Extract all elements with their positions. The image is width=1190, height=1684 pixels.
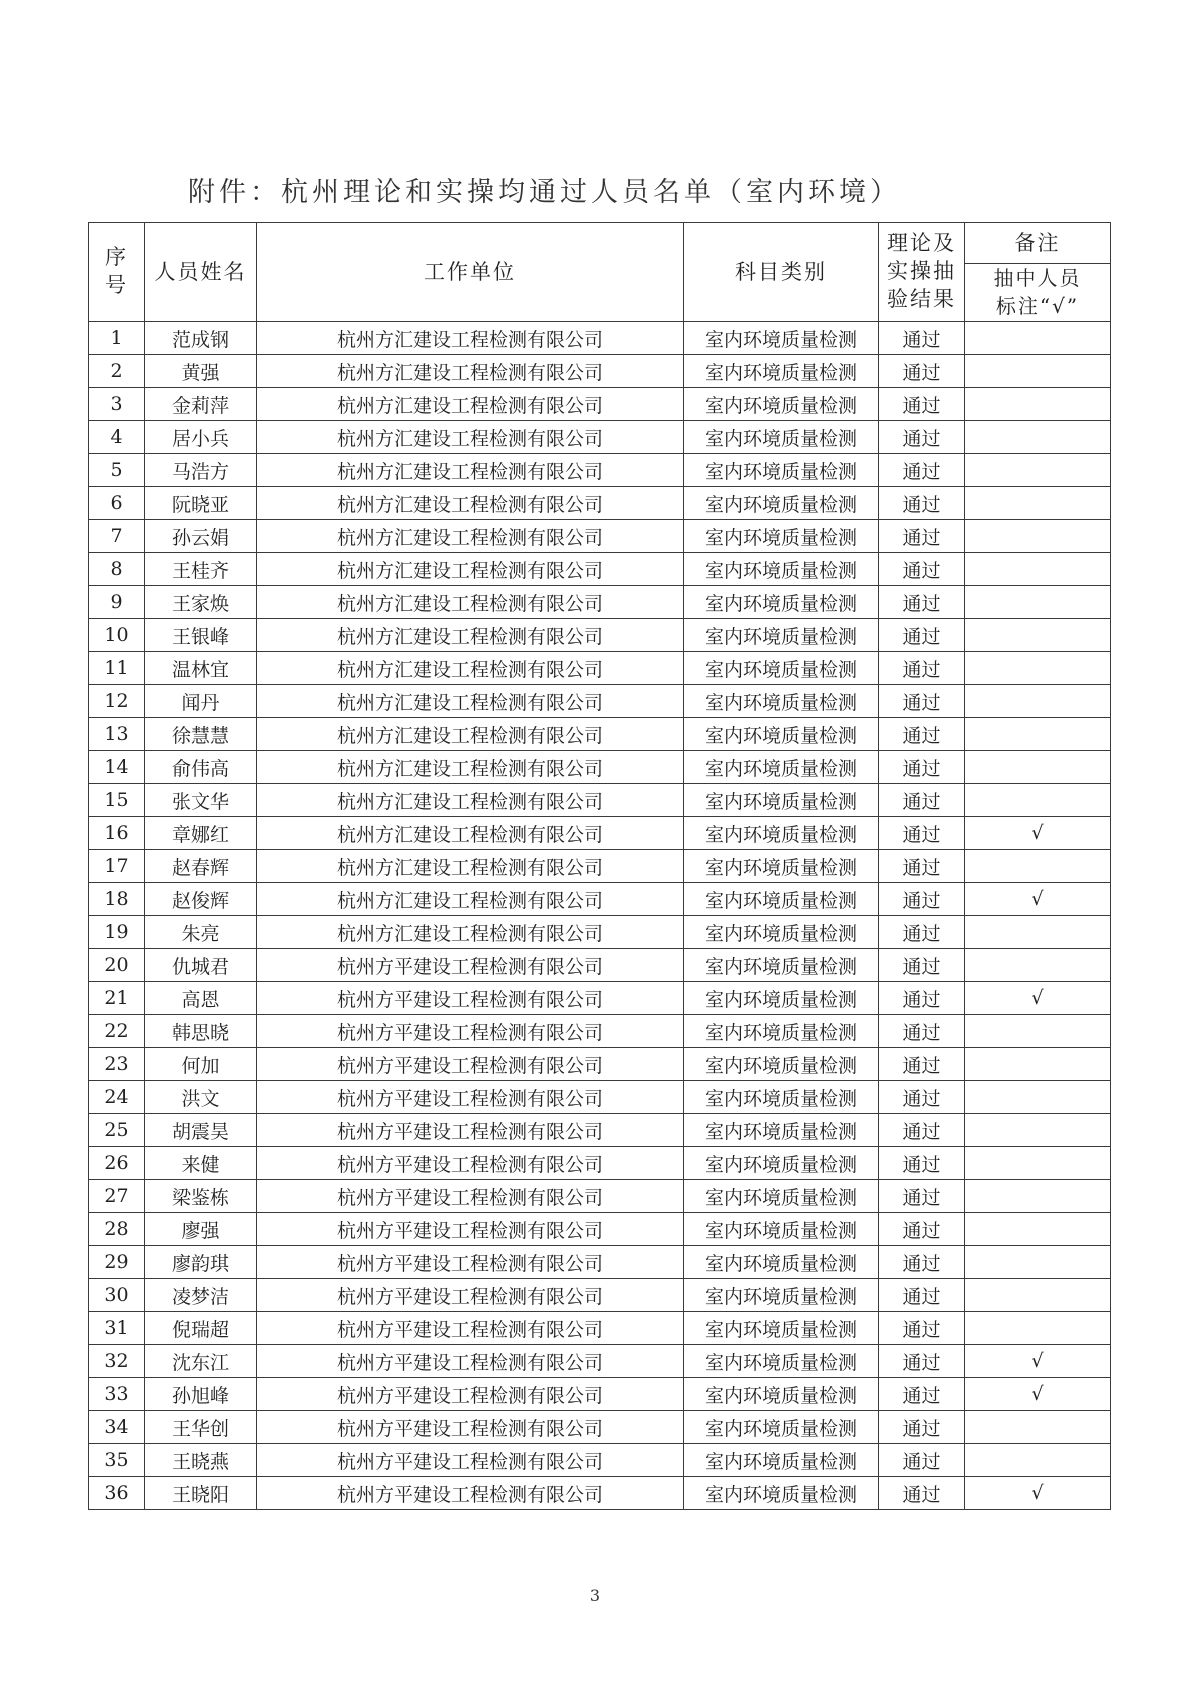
category-cell: 室内环境质量检测 <box>684 652 879 685</box>
category-cell: 室内环境质量检测 <box>684 1048 879 1081</box>
seq-cell: 18 <box>89 883 145 916</box>
header-remark-sub: 抽中人员标注“√” <box>965 264 1111 322</box>
table-row <box>89 454 1111 487</box>
mark-cell <box>965 553 1111 586</box>
unit-cell: 杭州方平建设工程检测有限公司 <box>257 1213 684 1246</box>
name-cell: 胡震昊 <box>145 1114 257 1147</box>
mark-cell <box>965 1015 1111 1048</box>
name-cell: 王桂齐 <box>145 553 257 586</box>
seq-cell: 1 <box>89 322 145 355</box>
category-cell: 室内环境质量检测 <box>684 421 879 454</box>
table-row <box>89 1477 1111 1510</box>
name-cell: 马浩方 <box>145 454 257 487</box>
seq-cell: 26 <box>89 1147 145 1180</box>
name-cell: 俞伟高 <box>145 751 257 784</box>
name-cell: 王银峰 <box>145 619 257 652</box>
category-cell: 室内环境质量检测 <box>684 388 879 421</box>
mark-cell <box>965 949 1111 982</box>
header-unit: 工作单位 <box>257 223 684 322</box>
result-cell: 通过 <box>879 421 965 454</box>
unit-cell: 杭州方汇建设工程检测有限公司 <box>257 355 684 388</box>
seq-cell: 23 <box>89 1048 145 1081</box>
mark-cell <box>965 355 1111 388</box>
name-cell: 王晓阳 <box>145 1477 257 1510</box>
seq-cell: 11 <box>89 652 145 685</box>
name-cell: 韩思晓 <box>145 1015 257 1048</box>
mark-cell <box>965 784 1111 817</box>
seq-cell: 5 <box>89 454 145 487</box>
seq-cell: 33 <box>89 1378 145 1411</box>
seq-cell: 6 <box>89 487 145 520</box>
unit-cell: 杭州方平建设工程检测有限公司 <box>257 982 684 1015</box>
result-cell: 通过 <box>879 1345 965 1378</box>
seq-cell: 7 <box>89 520 145 553</box>
mark-cell <box>965 1411 1111 1444</box>
result-cell: 通过 <box>879 685 965 718</box>
mark-cell <box>965 1048 1111 1081</box>
table-row <box>89 586 1111 619</box>
unit-cell: 杭州方平建设工程检测有限公司 <box>257 1477 684 1510</box>
table-row <box>89 1279 1111 1312</box>
name-cell: 赵俊辉 <box>145 883 257 916</box>
category-cell: 室内环境质量检测 <box>684 883 879 916</box>
category-cell: 室内环境质量检测 <box>684 520 879 553</box>
unit-cell: 杭州方平建设工程检测有限公司 <box>257 1345 684 1378</box>
unit-cell: 杭州方平建设工程检测有限公司 <box>257 1246 684 1279</box>
table-row <box>89 949 1111 982</box>
unit-cell: 杭州方汇建设工程检测有限公司 <box>257 520 684 553</box>
table-row <box>89 1411 1111 1444</box>
unit-cell: 杭州方汇建设工程检测有限公司 <box>257 487 684 520</box>
category-cell: 室内环境质量检测 <box>684 850 879 883</box>
name-cell: 居小兵 <box>145 421 257 454</box>
result-cell: 通过 <box>879 1081 965 1114</box>
unit-cell: 杭州方汇建设工程检测有限公司 <box>257 817 684 850</box>
category-cell: 室内环境质量检测 <box>684 1081 879 1114</box>
result-cell: 通过 <box>879 388 965 421</box>
name-cell: 闻丹 <box>145 685 257 718</box>
name-cell: 孙云娟 <box>145 520 257 553</box>
name-cell: 沈东江 <box>145 1345 257 1378</box>
seq-cell: 12 <box>89 685 145 718</box>
seq-cell: 19 <box>89 916 145 949</box>
mark-cell <box>965 751 1111 784</box>
table-row <box>89 751 1111 784</box>
table-body <box>89 322 1111 1510</box>
result-cell: 通过 <box>879 817 965 850</box>
table-row <box>89 982 1111 1015</box>
result-cell: 通过 <box>879 1147 965 1180</box>
category-cell: 室内环境质量检测 <box>684 1411 879 1444</box>
result-cell: 通过 <box>879 355 965 388</box>
table-row <box>89 784 1111 817</box>
header-result: 理论及实操抽验结果 <box>879 223 965 322</box>
unit-cell: 杭州方汇建设工程检测有限公司 <box>257 850 684 883</box>
result-cell: 通过 <box>879 718 965 751</box>
seq-cell: 31 <box>89 1312 145 1345</box>
name-cell: 倪瑞超 <box>145 1312 257 1345</box>
category-cell: 室内环境质量检测 <box>684 619 879 652</box>
name-cell: 廖韵琪 <box>145 1246 257 1279</box>
result-cell: 通过 <box>879 652 965 685</box>
name-cell: 王家焕 <box>145 586 257 619</box>
mark-cell <box>965 685 1111 718</box>
mark-cell <box>965 1180 1111 1213</box>
table-row <box>89 1246 1111 1279</box>
seq-cell: 15 <box>89 784 145 817</box>
table-row <box>89 1180 1111 1213</box>
unit-cell: 杭州方汇建设工程检测有限公司 <box>257 454 684 487</box>
mark-cell <box>965 1444 1111 1477</box>
mark-cell <box>965 1312 1111 1345</box>
table-row <box>89 1114 1111 1147</box>
result-cell: 通过 <box>879 619 965 652</box>
table-row <box>89 916 1111 949</box>
table-row <box>89 1378 1111 1411</box>
name-cell: 仇城君 <box>145 949 257 982</box>
roster-table <box>88 222 1111 1510</box>
result-cell: 通过 <box>879 1378 965 1411</box>
name-cell: 来健 <box>145 1147 257 1180</box>
category-cell: 室内环境质量检测 <box>684 718 879 751</box>
seq-cell: 20 <box>89 949 145 982</box>
unit-cell: 杭州方平建设工程检测有限公司 <box>257 1411 684 1444</box>
name-cell: 洪文 <box>145 1081 257 1114</box>
mark-cell <box>965 619 1111 652</box>
name-cell: 何加 <box>145 1048 257 1081</box>
category-cell: 室内环境质量检测 <box>684 916 879 949</box>
result-cell: 通过 <box>879 850 965 883</box>
table-row <box>89 850 1111 883</box>
mark-cell: √ <box>965 1378 1111 1411</box>
unit-cell: 杭州方平建设工程检测有限公司 <box>257 1444 684 1477</box>
seq-cell: 3 <box>89 388 145 421</box>
category-cell: 室内环境质量检测 <box>684 1279 879 1312</box>
category-cell: 室内环境质量检测 <box>684 1213 879 1246</box>
table-row <box>89 1213 1111 1246</box>
name-cell: 徐慧慧 <box>145 718 257 751</box>
category-cell: 室内环境质量检测 <box>684 355 879 388</box>
header-category: 科目类别 <box>684 223 879 322</box>
category-cell: 室内环境质量检测 <box>684 322 879 355</box>
category-cell: 室内环境质量检测 <box>684 1114 879 1147</box>
unit-cell: 杭州方汇建设工程检测有限公司 <box>257 652 684 685</box>
seq-cell: 28 <box>89 1213 145 1246</box>
seq-cell: 21 <box>89 982 145 1015</box>
name-cell: 黄强 <box>145 355 257 388</box>
seq-cell: 35 <box>89 1444 145 1477</box>
result-cell: 通过 <box>879 1048 965 1081</box>
name-cell: 赵春辉 <box>145 850 257 883</box>
unit-cell: 杭州方汇建设工程检测有限公司 <box>257 586 684 619</box>
unit-cell: 杭州方平建设工程检测有限公司 <box>257 1378 684 1411</box>
name-cell: 孙旭峰 <box>145 1378 257 1411</box>
category-cell: 室内环境质量检测 <box>684 1378 879 1411</box>
result-cell: 通过 <box>879 1114 965 1147</box>
header-seq: 序号 <box>89 223 145 322</box>
mark-cell <box>965 916 1111 949</box>
mark-cell: √ <box>965 1477 1111 1510</box>
unit-cell: 杭州方汇建设工程检测有限公司 <box>257 619 684 652</box>
mark-cell: √ <box>965 883 1111 916</box>
result-cell: 通过 <box>879 1213 965 1246</box>
result-cell: 通过 <box>879 916 965 949</box>
result-cell: 通过 <box>879 454 965 487</box>
category-cell: 室内环境质量检测 <box>684 1312 879 1345</box>
mark-cell <box>965 520 1111 553</box>
unit-cell: 杭州方平建设工程检测有限公司 <box>257 1081 684 1114</box>
unit-cell: 杭州方汇建设工程检测有限公司 <box>257 322 684 355</box>
unit-cell: 杭州方平建设工程检测有限公司 <box>257 1147 684 1180</box>
category-cell: 室内环境质量检测 <box>684 751 879 784</box>
name-cell: 朱亮 <box>145 916 257 949</box>
unit-cell: 杭州方汇建设工程检测有限公司 <box>257 685 684 718</box>
category-cell: 室内环境质量检测 <box>684 586 879 619</box>
unit-cell: 杭州方汇建设工程检测有限公司 <box>257 883 684 916</box>
unit-cell: 杭州方平建设工程检测有限公司 <box>257 1015 684 1048</box>
category-cell: 室内环境质量检测 <box>684 1015 879 1048</box>
mark-cell <box>965 586 1111 619</box>
unit-cell: 杭州方汇建设工程检测有限公司 <box>257 784 684 817</box>
seq-cell: 24 <box>89 1081 145 1114</box>
table-row <box>89 487 1111 520</box>
seq-cell: 2 <box>89 355 145 388</box>
result-cell: 通过 <box>879 586 965 619</box>
seq-cell: 22 <box>89 1015 145 1048</box>
mark-cell <box>965 1081 1111 1114</box>
table-row <box>89 520 1111 553</box>
seq-cell: 13 <box>89 718 145 751</box>
result-cell: 通过 <box>879 751 965 784</box>
seq-cell: 4 <box>89 421 145 454</box>
result-cell: 通过 <box>879 1411 965 1444</box>
mark-cell <box>965 1147 1111 1180</box>
name-cell: 金莉萍 <box>145 388 257 421</box>
table-row <box>89 1015 1111 1048</box>
mark-cell <box>965 1246 1111 1279</box>
table-row <box>89 1081 1111 1114</box>
category-cell: 室内环境质量检测 <box>684 1477 879 1510</box>
unit-cell: 杭州方平建设工程检测有限公司 <box>257 1279 684 1312</box>
seq-cell: 30 <box>89 1279 145 1312</box>
result-cell: 通过 <box>879 883 965 916</box>
table-row <box>89 652 1111 685</box>
category-cell: 室内环境质量检测 <box>684 685 879 718</box>
category-cell: 室内环境质量检测 <box>684 1345 879 1378</box>
seq-cell: 36 <box>89 1477 145 1510</box>
name-cell: 王晓燕 <box>145 1444 257 1477</box>
category-cell: 室内环境质量检测 <box>684 784 879 817</box>
unit-cell: 杭州方汇建设工程检测有限公司 <box>257 388 684 421</box>
table-row <box>89 883 1111 916</box>
table-row <box>89 817 1111 850</box>
seq-cell: 9 <box>89 586 145 619</box>
unit-cell: 杭州方汇建设工程检测有限公司 <box>257 751 684 784</box>
category-cell: 室内环境质量检测 <box>684 982 879 1015</box>
category-cell: 室内环境质量检测 <box>684 1246 879 1279</box>
result-cell: 通过 <box>879 487 965 520</box>
table-row <box>89 1345 1111 1378</box>
result-cell: 通过 <box>879 784 965 817</box>
unit-cell: 杭州方汇建设工程检测有限公司 <box>257 553 684 586</box>
seq-cell: 29 <box>89 1246 145 1279</box>
table-row <box>89 1312 1111 1345</box>
name-cell: 范成钢 <box>145 322 257 355</box>
seq-cell: 8 <box>89 553 145 586</box>
category-cell: 室内环境质量检测 <box>684 1180 879 1213</box>
unit-cell: 杭州方平建设工程检测有限公司 <box>257 1312 684 1345</box>
seq-cell: 27 <box>89 1180 145 1213</box>
seq-cell: 14 <box>89 751 145 784</box>
unit-cell: 杭州方平建设工程检测有限公司 <box>257 1048 684 1081</box>
name-cell: 梁鉴栋 <box>145 1180 257 1213</box>
category-cell: 室内环境质量检测 <box>684 487 879 520</box>
mark-cell <box>965 454 1111 487</box>
unit-cell: 杭州方汇建设工程检测有限公司 <box>257 421 684 454</box>
seq-cell: 32 <box>89 1345 145 1378</box>
result-cell: 通过 <box>879 520 965 553</box>
category-cell: 室内环境质量检测 <box>684 1444 879 1477</box>
result-cell: 通过 <box>879 949 965 982</box>
name-cell: 王华创 <box>145 1411 257 1444</box>
seq-cell: 25 <box>89 1114 145 1147</box>
unit-cell: 杭州方汇建设工程检测有限公司 <box>257 916 684 949</box>
seq-cell: 10 <box>89 619 145 652</box>
result-cell: 通过 <box>879 1180 965 1213</box>
result-cell: 通过 <box>879 553 965 586</box>
mark-cell: √ <box>965 1345 1111 1378</box>
category-cell: 室内环境质量检测 <box>684 454 879 487</box>
result-cell: 通过 <box>879 1477 965 1510</box>
mark-cell: √ <box>965 982 1111 1015</box>
unit-cell: 杭州方平建设工程检测有限公司 <box>257 1114 684 1147</box>
table-row <box>89 1444 1111 1477</box>
table-row <box>89 1048 1111 1081</box>
name-cell: 廖强 <box>145 1213 257 1246</box>
seq-cell: 34 <box>89 1411 145 1444</box>
mark-cell <box>965 1114 1111 1147</box>
mark-cell <box>965 421 1111 454</box>
header-remark: 备注 <box>965 223 1111 264</box>
table-row <box>89 619 1111 652</box>
mark-cell <box>965 1213 1111 1246</box>
mark-cell: √ <box>965 817 1111 850</box>
result-cell: 通过 <box>879 1246 965 1279</box>
mark-cell <box>965 718 1111 751</box>
table-row <box>89 553 1111 586</box>
category-cell: 室内环境质量检测 <box>684 817 879 850</box>
table-row <box>89 355 1111 388</box>
table-row <box>89 685 1111 718</box>
header-name: 人员姓名 <box>145 223 257 322</box>
table-row <box>89 1147 1111 1180</box>
seq-cell: 17 <box>89 850 145 883</box>
name-cell: 阮晓亚 <box>145 487 257 520</box>
result-cell: 通过 <box>879 1312 965 1345</box>
mark-cell <box>965 322 1111 355</box>
unit-cell: 杭州方汇建设工程检测有限公司 <box>257 718 684 751</box>
category-cell: 室内环境质量检测 <box>684 1147 879 1180</box>
unit-cell: 杭州方平建设工程检测有限公司 <box>257 1180 684 1213</box>
result-cell: 通过 <box>879 1444 965 1477</box>
unit-cell: 杭州方平建设工程检测有限公司 <box>257 949 684 982</box>
table-header <box>89 223 1111 322</box>
table-row <box>89 718 1111 751</box>
mark-cell <box>965 850 1111 883</box>
result-cell: 通过 <box>879 1279 965 1312</box>
name-cell: 张文华 <box>145 784 257 817</box>
table-row <box>89 421 1111 454</box>
result-cell: 通过 <box>879 982 965 1015</box>
seq-cell: 16 <box>89 817 145 850</box>
result-cell: 通过 <box>879 1015 965 1048</box>
name-cell: 高恩 <box>145 982 257 1015</box>
result-cell: 通过 <box>879 322 965 355</box>
table-row <box>89 322 1111 355</box>
page-number: 3 <box>589 1586 601 1605</box>
page-title: 附件：杭州理论和实操均通过人员名单（室内环境） <box>188 177 901 208</box>
category-cell: 室内环境质量检测 <box>684 553 879 586</box>
mark-cell <box>965 1279 1111 1312</box>
category-cell: 室内环境质量检测 <box>684 949 879 982</box>
name-cell: 温林宜 <box>145 652 257 685</box>
mark-cell <box>965 388 1111 421</box>
table-row <box>89 388 1111 421</box>
name-cell: 章娜红 <box>145 817 257 850</box>
mark-cell <box>965 652 1111 685</box>
mark-cell <box>965 487 1111 520</box>
name-cell: 凌梦洁 <box>145 1279 257 1312</box>
